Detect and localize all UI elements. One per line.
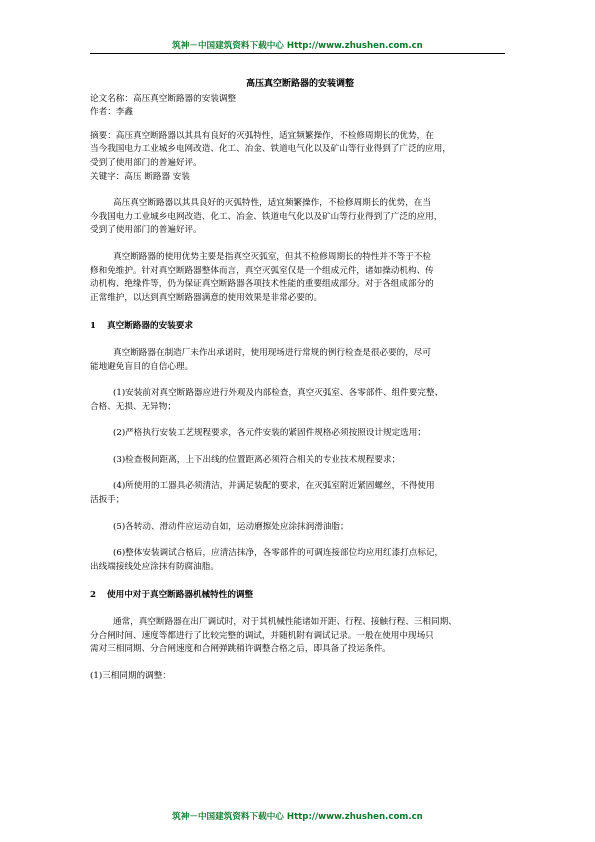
section-title: 使用中对于真空断路器机械特性的调整 <box>107 590 254 601</box>
section-1-item <box>90 387 510 414</box>
keywords-line: 关键字：高压 断路器 安装 <box>90 171 190 182</box>
item-line: 出线端接线处应涂抹有防腐油脂。 <box>90 561 219 572</box>
paragraph-line: 正常维护，以达到真空断路器满意的使用效果是非常必要的。 <box>90 292 323 303</box>
paragraph-line: 高压真空断路器以其具良好的灭弧特性，适宜频繁操作，不检修周期长的优势，在当 <box>113 198 431 209</box>
intro-paragraph-2 <box>90 251 510 305</box>
header-rule <box>90 53 505 54</box>
abstract <box>90 130 510 171</box>
paragraph-line: 通常，真空断路器在出厂调试时，对于其机械性能诸如开距、行程、接触行程、三相同期、 <box>113 617 457 628</box>
paper-name-line: 论文名称：高压真空断路器的安装调整 <box>90 93 237 104</box>
abstract-line: 受到了使用部门的普遍好评。 <box>90 157 202 168</box>
paragraph-line: 能地避免盲目的自信心理。 <box>90 361 194 372</box>
section-1-item <box>90 480 510 507</box>
abstract-line: 当今我国电力工业城乡电网改造、化工、冶金、铁道电气化以及矿山等行业得到了广泛的应用， <box>90 144 451 155</box>
section-1-item <box>90 547 510 574</box>
paragraph-line: 今我国电力工业城乡电网改造、化工、冶金、铁道电气化以及矿山等行业得到了广泛的应用， <box>90 211 443 222</box>
item-line: (4)所使用的工器具必须清洁，并满足装配的要求，在灭弧室附近紧固螺丝，不得使用 <box>113 481 435 492</box>
author-line: 作者：李鑫 <box>90 107 133 118</box>
paragraph-line: 分合闸时间、速度等都进行了比较完整的调试，并随机附有调试记录。一般在使用中现场只 <box>90 630 434 641</box>
section-1-heading <box>90 320 510 334</box>
item-line: (3)检查极间距离，上下出线的位置距离必须符合相关的专业技术规程要求； <box>113 454 401 465</box>
subsection-heading: (1)三相同期的调整： <box>90 670 171 681</box>
section-title: 真空断路器的安装要求 <box>107 321 193 332</box>
paragraph-line: 动机构、绝缘件等，仍为保证真空断路器各项技术性能的重要组成部分。对于各组成部分的 <box>90 279 434 290</box>
site-header: 筑神－中国建筑资料下载中心 Http://www.zhushen.com.cn <box>172 41 423 51</box>
item-line: 活扳手； <box>90 495 125 506</box>
section-1-item <box>90 521 510 535</box>
article-body <box>90 78 510 683</box>
section-2-heading <box>90 589 510 603</box>
paragraph-line: 受到了使用部门的普遍好评。 <box>90 225 202 236</box>
section-number: 2 <box>90 590 96 601</box>
item-line: (2)严格执行安装工艺规程要求，各元件安装的紧固件规格必须按照设计规定选用； <box>113 428 426 439</box>
item-line: (6)整体安装调试合格后，应清洁抹净，各零部件的可调连接部位均应用红漆打点标记， <box>113 548 444 559</box>
article-title: 高压真空断路器的安装调整 <box>245 79 354 89</box>
section-1-item <box>90 454 510 468</box>
intro-paragraph-1 <box>90 197 510 238</box>
paragraph-line: 真空断路器在制造厂未作出承诺时，使用现场进行常规的例行检查是很必要的，尽可 <box>113 347 431 358</box>
item-line: 合格、无损、无异物； <box>90 401 176 412</box>
section-2-intro <box>90 616 510 657</box>
paragraph-line: 真空断路器的使用优势主要是指真空灭弧室，但其不检修周期长的特性并不等于不检 <box>113 251 431 262</box>
paragraph-line: 需对三相同期、分合闸速度和合闸弹跳稍许调整合格之后，即具备了投运条件。 <box>90 644 391 655</box>
section-1-item <box>90 427 510 441</box>
item-line: (5)各转动、滑动件应运动自如，运动磨擦处应涂抹润滑油脂； <box>113 521 349 532</box>
section-1-intro <box>90 347 510 374</box>
paragraph-line: 修和免维护。针对真空断路器整体而言，真空灭弧室仅是一个组成元件，诸如操动机构、传 <box>90 265 434 276</box>
item-line: (1)安装前对真空断路器应进行外观及内部检查，真空灭弧室、各零部件、组件要完整、 <box>113 388 444 399</box>
abstract-line: 摘要：高压真空断路器以其具有良好的灭弧特性，适宜频繁操作，不检修周期长的优势，在 <box>90 130 434 141</box>
section-number: 1 <box>90 321 96 332</box>
site-footer: 筑神－中国建筑资料下载中心 Http://www.zhushen.com.cn <box>172 812 423 822</box>
